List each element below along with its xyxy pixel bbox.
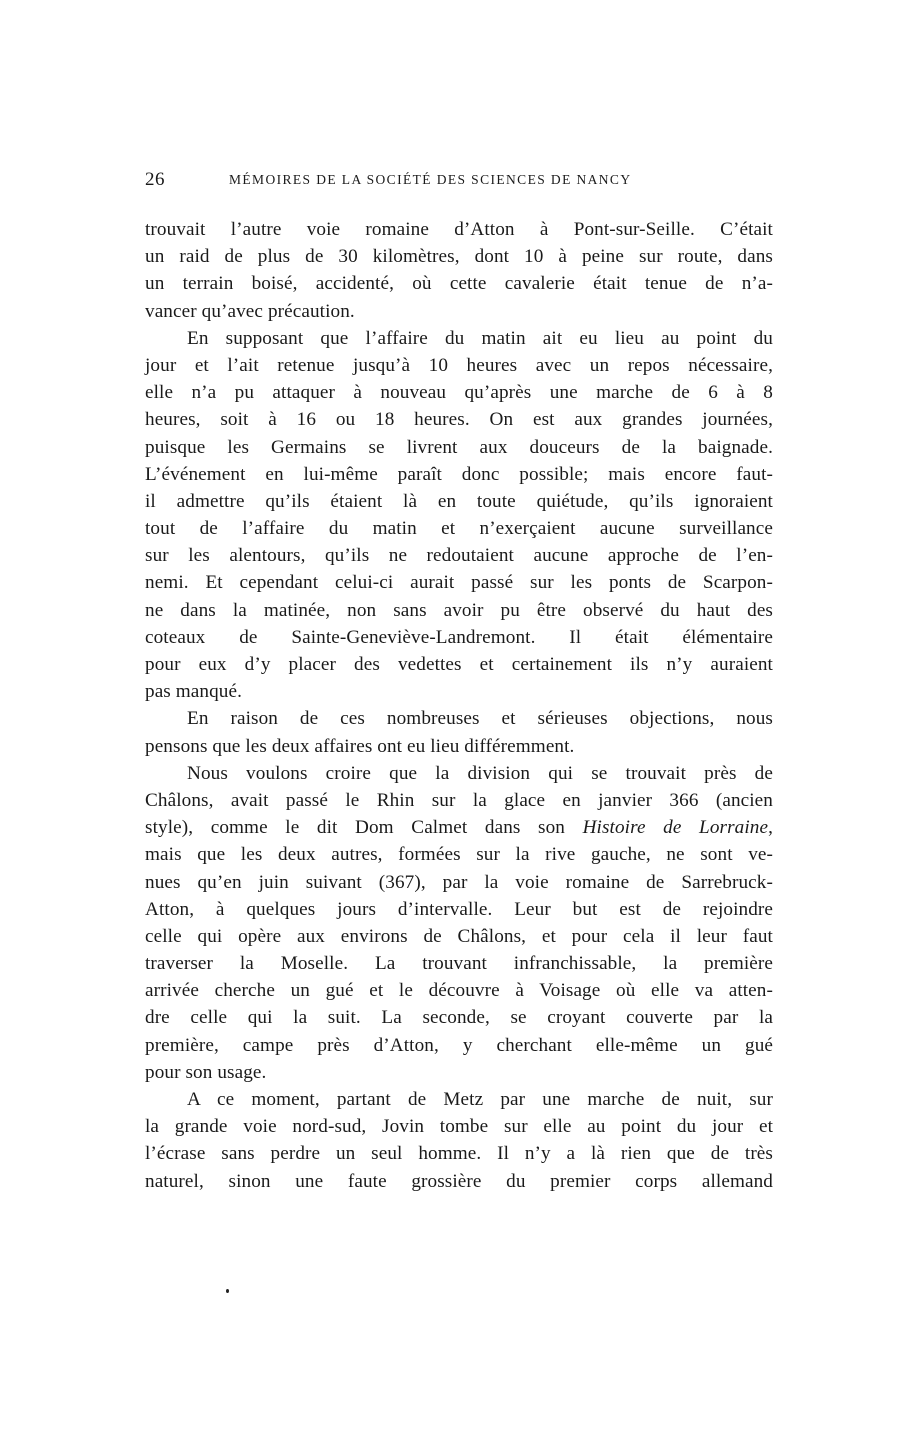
book-title: Histoire de Lorraine <box>582 817 769 839</box>
text-line: Nous voulons croire que la division qui se trouvait près de <box>187 762 773 784</box>
text-line: L’événement en lui-même paraît donc possible; mais encore faut- <box>145 463 773 485</box>
text-line: vancer qu’avec précaution. <box>145 300 355 322</box>
body-text <box>145 216 773 1195</box>
text-line: sur les alentours, qu’ils ne redoutaient aucune approche de l’en- <box>145 545 773 567</box>
text-line: celle qui opère aux environs de Châlons, et pour cela il leur faut <box>145 925 773 947</box>
text-line: coteaux de Sainte-Geneviève-Landremont. Il était élémentaire <box>145 626 773 648</box>
text-line: nues qu’en juin suivant (367), par la voie romaine de Sarrebruck- <box>145 871 773 893</box>
text-line: elle n’a pu attaquer à nouveau qu’après une marche de 6 à 8 <box>145 382 773 404</box>
text-line: puisque les Germains se livrent aux douceurs de la baignade. <box>145 436 773 458</box>
text-line: l’écrase sans perdre un seul homme. Il n’y a là rien que de très <box>145 1143 773 1165</box>
text-line: première, campe près d’Atton, y cherchant elle-même un gué <box>145 1034 773 1056</box>
text-line: A ce moment, partant de Metz par une marche de nuit, sur <box>187 1089 773 1110</box>
text-line: un raid de plus de 30 kilomètres, dont 10 à peine sur route, dans <box>145 246 773 268</box>
running-title: MÉMOIRES DE LA SOCIÉTÉ DES SCIENCES DE NANCY <box>229 172 632 187</box>
text-line: Atton, à quelques jours d’intervalle. Leur but est de rejoindre <box>145 898 773 920</box>
text-line: En raison de ces nombreuses et sérieuses objections, nous <box>187 708 773 730</box>
text-line: un terrain boisé, accidenté, où cette cavalerie était tenue de n’a- <box>145 273 773 295</box>
text-line: pas manqué. <box>145 681 243 703</box>
running-header <box>145 169 773 193</box>
text-line: heures, soit à 16 ou 18 heures. On est aux grandes journées, <box>145 409 773 431</box>
page-number: 26 <box>145 169 165 190</box>
text-line: style), comme le dit Dom Calmet dans son Histoire de Lorraine, <box>145 817 773 839</box>
text-line: il admettre qu’ils étaient là en toute quiétude, qu’ils ignoraient <box>145 490 773 512</box>
text-line: trouvait l’autre voie romaine d’Atton à Pont-sur-Seille. C’était <box>145 219 773 240</box>
text-line: ne dans la matinée, non sans avoir pu être observé du haut des <box>145 599 773 621</box>
text-line: En supposant que l’affaire du matin ait eu lieu au point du <box>187 327 773 349</box>
text-line: Châlons, avait passé le Rhin sur la glace en janvier 366 (ancien <box>145 789 773 811</box>
text-line: traverser la Moselle. La trouvant infranchissable, la première <box>145 953 773 975</box>
ink-speck <box>226 1289 229 1293</box>
text-line: pour eux d’y placer des vedettes et certainement ils n’y auraient <box>145 654 773 675</box>
text-line: naturel, sinon une faute grossière du premier corps allemand <box>145 1170 773 1192</box>
text-line: tout de l’affaire du matin et n’exerçaient aucune surveillance <box>145 518 773 540</box>
text-line: arrivée cherche un gué et le découvre à Voisage où elle va atten- <box>145 980 773 1002</box>
text-line: pour son usage. <box>145 1061 267 1083</box>
text-line: jour et l’ait retenue jusqu’à 10 heures avec un repos nécessaire, <box>145 354 773 376</box>
text-line: la grande voie nord-sud, Jovin tombe sur elle au point du jour et <box>145 1116 773 1138</box>
text-line: mais que les deux autres, formées sur la rive gauche, ne sont ve- <box>145 844 773 866</box>
text-line: pensons que les deux affaires ont eu lieu différemment. <box>145 735 575 757</box>
text-line: dre celle qui la suit. La seconde, se croyant couverte par la <box>145 1007 773 1029</box>
text-line: nemi. Et cependant celui-ci aurait passé sur les ponts de Scarpon- <box>145 572 773 594</box>
